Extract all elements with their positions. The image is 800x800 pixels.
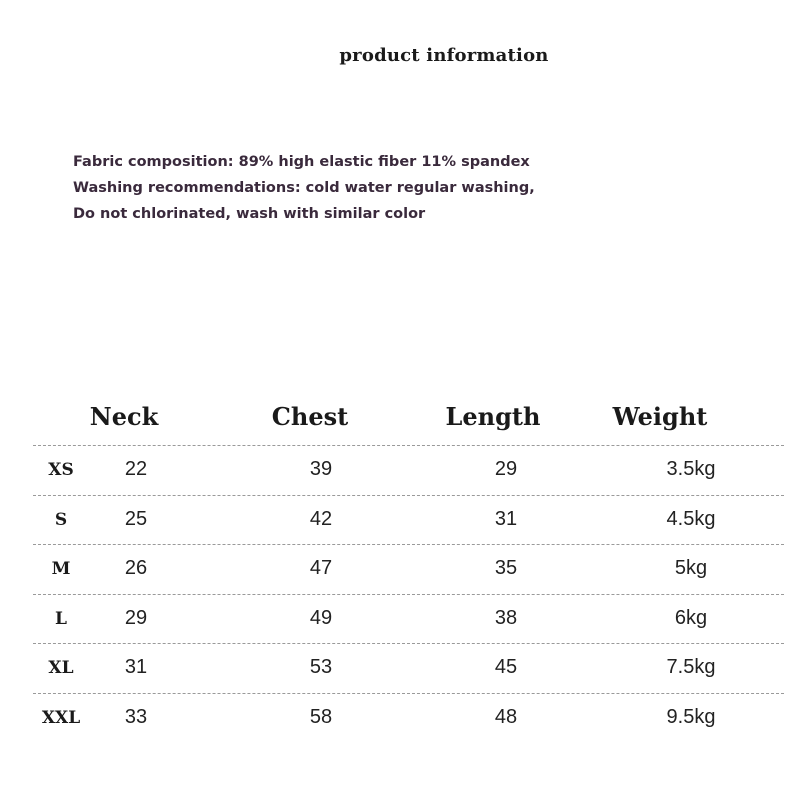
length-value: 31: [494, 507, 518, 530]
size-label: L: [55, 608, 67, 629]
chest-value: 49: [309, 606, 333, 629]
length-value: 29: [494, 458, 518, 480]
chest-value: 42: [309, 507, 333, 530]
table-body: [0, 445, 800, 742]
neck-value: 26: [124, 557, 148, 579]
header-length: Length: [445, 402, 541, 431]
neck-value: 22: [124, 458, 148, 480]
header-weight: Weight: [612, 402, 708, 431]
neck-value: 25: [124, 507, 148, 530]
chest-value: 47: [309, 557, 333, 579]
size-label: XXL: [41, 707, 81, 728]
weight-value: 3.5kg: [666, 458, 716, 480]
chest-value: 58: [309, 705, 333, 728]
fabric-composition: Fabric composition: 89% high elastic fiber 11% spandex: [73, 154, 530, 170]
table-row: [33, 544, 784, 594]
header-neck: Neck: [89, 402, 159, 431]
length-value: 38: [494, 606, 518, 629]
table-row: [33, 495, 784, 545]
neck-value: 33: [124, 705, 148, 728]
size-label: S: [54, 509, 68, 530]
weight-value: 4.5kg: [666, 507, 716, 530]
header-chest: Chest: [271, 402, 349, 431]
table-header: [0, 388, 800, 445]
size-label: M: [51, 559, 71, 579]
table-row: [33, 445, 784, 495]
product-info: [73, 151, 535, 229]
table-row: [33, 594, 784, 644]
weight-value: 6kg: [674, 606, 708, 629]
neck-value: 29: [124, 606, 148, 629]
washing-recommendation: Washing recommendations: cold water regular washing,: [73, 180, 535, 196]
chest-value: 53: [309, 656, 333, 678]
washing-note: Do not chlorinated, wash with similar color: [73, 206, 426, 222]
length-value: 35: [494, 557, 518, 579]
size-chart-table: [0, 388, 800, 742]
length-value: 48: [494, 705, 518, 728]
page-title: product information: [339, 45, 549, 66]
weight-value: 7.5kg: [666, 656, 716, 678]
size-label: XS: [48, 460, 74, 480]
weight-value: 9.5kg: [666, 705, 716, 728]
weight-value: 5kg: [674, 557, 708, 579]
neck-value: 31: [124, 656, 148, 678]
length-value: 45: [494, 656, 518, 678]
size-label: XL: [48, 658, 74, 678]
table-row: [33, 693, 784, 743]
chest-value: 39: [309, 458, 333, 480]
table-row: [33, 643, 784, 693]
